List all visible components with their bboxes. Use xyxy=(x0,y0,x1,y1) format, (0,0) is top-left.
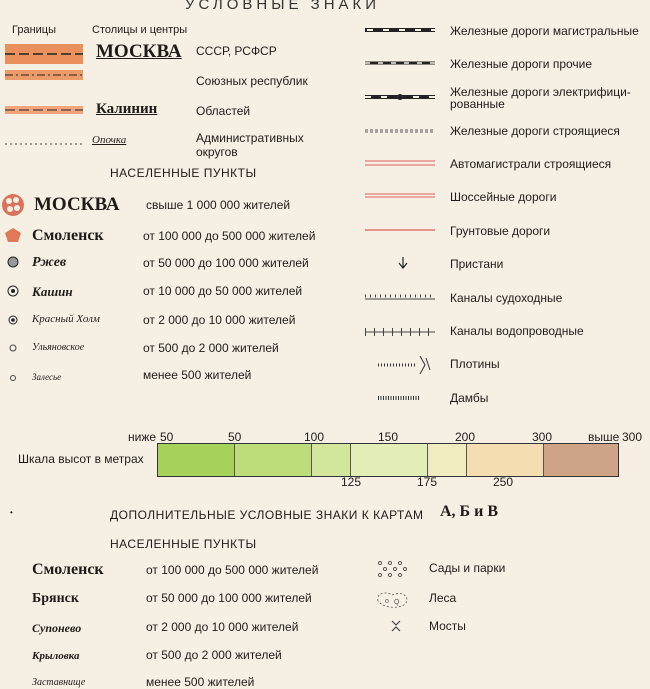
dam-symbol xyxy=(378,356,430,374)
gardens-icon xyxy=(379,562,407,577)
capital-district-label: Административных округов xyxy=(196,131,304,159)
scale-tick-bottom: 250 xyxy=(493,475,514,489)
elevation-scale-bar xyxy=(157,443,619,477)
settlement-name: Ульяновское xyxy=(32,342,85,353)
legend-rail-main: Железные дороги магистральные xyxy=(450,24,639,38)
legend-dam: Плотины xyxy=(450,357,500,371)
extra-maps-letters: А, Б и В xyxy=(440,503,499,520)
legend-pier: Пристани xyxy=(450,257,504,271)
rail-construction-symbol xyxy=(365,130,435,132)
legend-rail-construction: Железные дороги строящиеся xyxy=(450,124,620,138)
extra-symbols xyxy=(370,555,420,640)
bridge-icon xyxy=(392,621,400,631)
capital-oblast: Калинин xyxy=(96,101,158,117)
pier-symbol xyxy=(399,257,407,268)
bridge-label: Мосты xyxy=(429,619,466,633)
city-50k-icon xyxy=(8,257,18,267)
city-10k-icon xyxy=(8,286,18,296)
extra-settlement-desc: от 50 000 до 100 000 жителей xyxy=(146,591,312,605)
legend-water-canal: Каналы водопроводные xyxy=(450,324,584,338)
oblast-boundary-band xyxy=(5,106,83,114)
legend-dirt-road: Грунтовые дороги xyxy=(450,224,551,238)
legend-highway-construction: Автомагистрали строящиеся xyxy=(450,157,612,171)
scale-band xyxy=(467,444,544,476)
settlements-title: НАСЕЛЕННЫЕ ПУНКТЫ xyxy=(110,166,257,180)
city-million-icon xyxy=(2,194,24,216)
scale-tick-top: 100 xyxy=(304,430,325,444)
settlement-name: Красный Холм xyxy=(32,313,100,325)
settlement-name: Смоленск xyxy=(32,227,104,244)
settlement-desc: от 500 до 2 000 жителей xyxy=(143,341,279,355)
settlement-name: МОСКВА xyxy=(34,194,120,215)
extra-settlements-title: НАСЕЛЕННЫЕ ПУНКТЫ xyxy=(110,537,257,551)
capital-oblast-label: Областей xyxy=(196,104,251,118)
scale-label: Шкала высот в метрах xyxy=(18,452,144,466)
settlement-name: Кашин xyxy=(32,284,73,299)
legend-levee: Дамбы xyxy=(450,391,489,405)
scale-band xyxy=(351,444,428,476)
svg-text:Q: Q xyxy=(394,599,400,606)
capitals-header: Столицы и центры xyxy=(92,24,188,36)
extra-settlement-name: Брянск xyxy=(32,591,79,606)
capital-ussr: МОСКВА xyxy=(96,41,182,62)
city-100k-icon xyxy=(5,228,21,242)
settlement-desc: от 100 000 до 500 000 жителей xyxy=(143,229,316,243)
extra-settlement-name: Заставнище xyxy=(32,677,86,688)
scale-tick-bottom: 175 xyxy=(417,475,438,489)
extra-settlement-desc: менее 500 жителей xyxy=(146,675,255,689)
scale-band xyxy=(428,444,467,476)
scale-tick-top: 300 xyxy=(622,430,643,444)
extra-settlement-desc: от 2 000 до 10 000 жителей xyxy=(146,620,299,634)
city-500-icon xyxy=(10,345,16,351)
city-2k-icon xyxy=(9,316,17,324)
scale-band xyxy=(544,444,618,476)
legend-navigable-canal: Каналы судоходные xyxy=(450,291,563,305)
legend-paved-road: Шоссейные дороги xyxy=(450,190,557,204)
settlement-desc: менее 500 жителей xyxy=(143,368,252,382)
city-small-icon xyxy=(11,376,16,381)
bullet-mark: • xyxy=(10,508,13,517)
capital-republic-label: Союзных республик xyxy=(196,74,308,88)
gardens-label: Сады и парки xyxy=(429,561,506,575)
navigable-canal-symbol xyxy=(365,296,435,299)
line-symbols xyxy=(360,20,440,415)
rail-electric-symbol xyxy=(365,94,435,100)
extra-settlement-desc: от 100 000 до 500 000 жителей xyxy=(146,563,319,577)
scale-band xyxy=(158,444,235,476)
extra-settlement-name: Крыловка xyxy=(32,650,80,662)
settlement-desc: от 50 000 до 100 000 жителей xyxy=(143,256,309,270)
forest-icon xyxy=(378,593,407,607)
extra-title: ДОПОЛНИТЕЛЬНЫЕ УСЛОВНЫЕ ЗНАКИ К КАРТАМ xyxy=(110,508,424,522)
extra-settlement-desc: от 500 до 2 000 жителей xyxy=(146,648,282,662)
forest-label: Леса xyxy=(429,591,457,605)
scale-tick-bottom: 125 xyxy=(341,475,362,489)
settlement-desc: свыше 1 000 000 жителей xyxy=(146,198,291,212)
scale-below-text: ниже xyxy=(128,430,157,444)
scale-tick-top: 50 xyxy=(228,430,242,444)
settlement-desc: от 10 000 до 50 000 жителей xyxy=(143,284,303,298)
svg-text:o: o xyxy=(385,598,389,605)
scale-band xyxy=(312,444,351,476)
scale-band xyxy=(235,444,312,476)
scale-tick-top: 200 xyxy=(455,430,476,444)
scale-above-text: выше xyxy=(588,430,620,444)
extra-settlement-name: Смоленск xyxy=(32,561,104,578)
boundary-symbols xyxy=(0,40,95,160)
settlement-symbols xyxy=(0,188,30,388)
scale-tick-top: 50 xyxy=(160,430,174,444)
extra-settlement-name: Супонево xyxy=(32,621,82,635)
paved-road-symbol xyxy=(365,194,435,197)
legend-title: УСЛОВНЫЕ ЗНАКИ xyxy=(185,0,381,13)
scale-tick-top: 150 xyxy=(378,430,399,444)
legend-rail-other: Железные дороги прочие xyxy=(450,57,593,71)
settlement-desc: от 2 000 до 10 000 жителей xyxy=(143,313,296,327)
capital-ussr-label: СССР, РСФСР xyxy=(196,44,277,58)
highway-construction-symbol xyxy=(365,161,435,165)
scale-tick-top: 300 xyxy=(532,430,553,444)
ussr-boundary-band xyxy=(5,44,83,64)
settlement-name: Залесье xyxy=(32,372,62,382)
boundaries-header: Границы xyxy=(12,24,56,36)
legend-rail-electric: Железные дороги электрифици-рованные xyxy=(450,85,631,111)
settlement-name: Ржев xyxy=(32,255,67,270)
capital-district: Опочка xyxy=(92,134,127,146)
